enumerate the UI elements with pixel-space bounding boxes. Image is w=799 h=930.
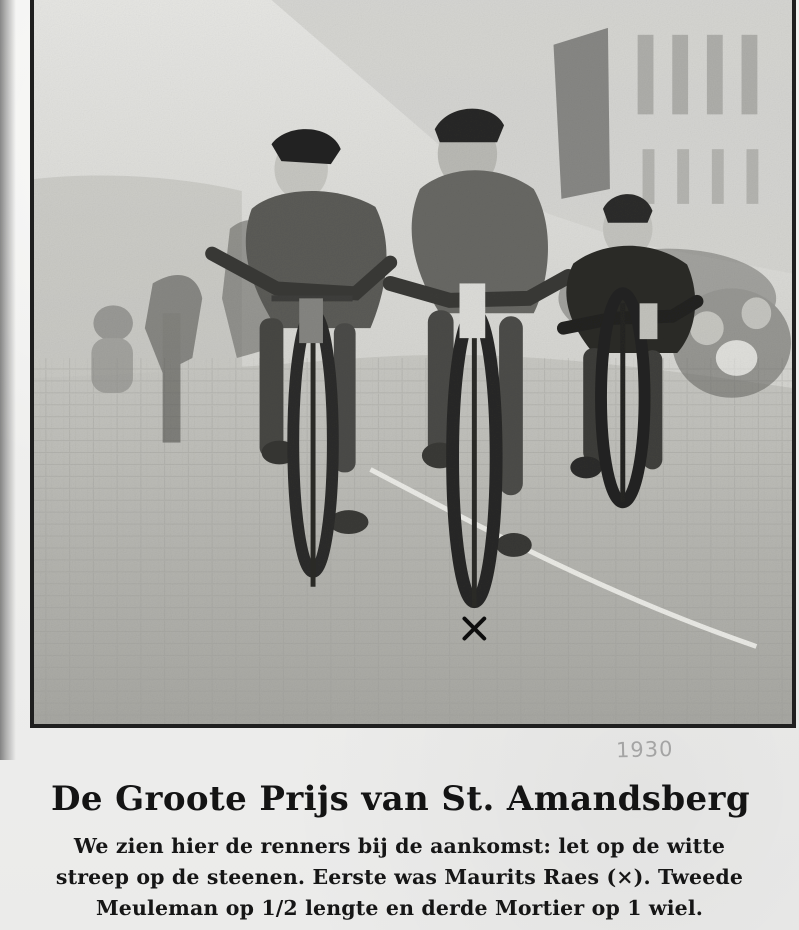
caption-line-2: streep op de steenen. Eerste was Maurits Raes (×). Tweede	[55, 865, 744, 889]
article-headline: De Groote Prijs van St. Amandsberg	[50, 779, 751, 819]
photo-caption	[6, 831, 793, 924]
handwritten-year: 1930	[615, 736, 674, 763]
race-photo-frame	[30, 0, 796, 728]
caption-line-1: We zien hier de renners bij de aankomst: let op de witte	[73, 834, 726, 858]
caption-line-3: Meuleman op 1/2 lengte en derde Mortier op 1 wiel.	[95, 896, 704, 920]
page-edge-shadow	[0, 0, 16, 760]
hanging-banner	[554, 28, 610, 199]
race-finish-photo	[34, 0, 792, 724]
cobblestone-texture	[34, 358, 792, 724]
